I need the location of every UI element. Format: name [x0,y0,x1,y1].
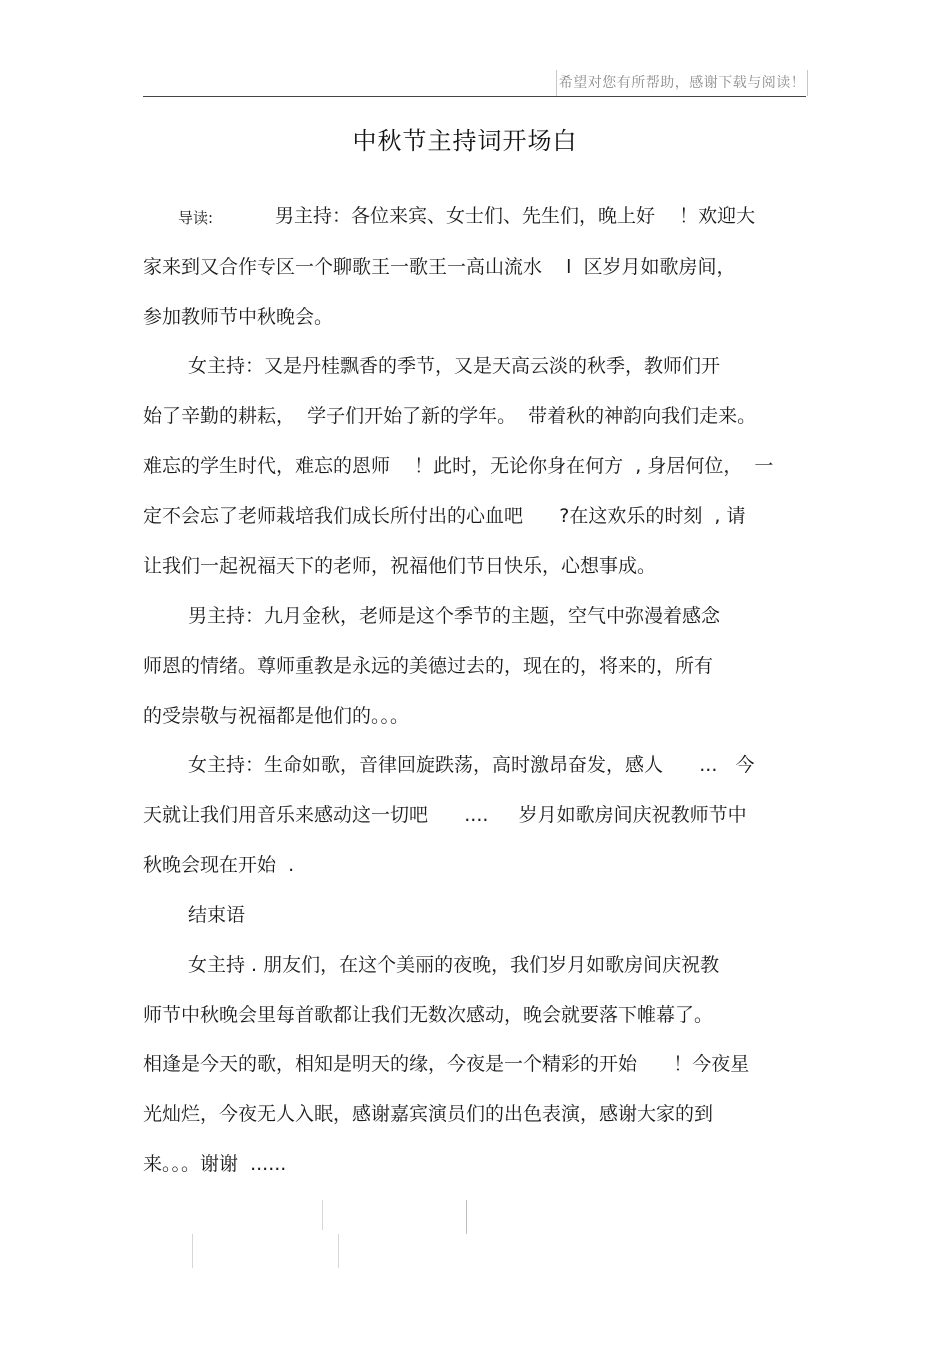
paragraph-line: 定不会忘了老师栽培我们成长所付出的心血吧 ?在这欢乐的时刻 , 请 [143,505,746,527]
paragraph-line: 相逢是今天的歌，相知是明天的缘，今夜是一个精彩的开始 ！今夜星 [143,1053,750,1075]
paragraph-line: 女主持：生命如歌，音律回旋跌荡，高时激昂奋发，感人 ... 今 [188,754,755,776]
paragraph-line: 光灿烂，今夜无人入眠，感谢嘉宾演员们的出色表演，感谢大家的到 [143,1103,714,1125]
paragraph-line: 秋晚会现在开始 . [143,854,295,876]
document-title: 中秋节主持词开场白 [352,127,578,155]
paragraph-line: 来。。。谢谢 ...... [143,1153,287,1175]
paragraph-line: 男主持：九月金秋，老师是这个季节的主题，空气中弥漫着感念 [188,605,721,627]
paragraph-line: 参加教师节中秋晚会。 [143,306,334,328]
paragraph-line: 让我们一起祝福天下的老师，祝福他们节日快乐，心想事成。 [143,555,657,577]
divider-mark [466,1200,467,1234]
paragraph-line: 师恩的情绪。尊师重教是永远的美德过去的，现在的，将来的，所有 [143,655,714,677]
paragraph-line: 男主持：各位来宾、女士们、先生们，晚上好 ！欢迎大 [275,205,756,227]
paragraph-line: 难忘的学生时代，难忘的恩师 ！此时，无论你身在何方 , 身居何位， 一 [143,455,774,477]
header-note: 希望对您有所帮助，感谢下载与阅读！ [556,70,808,96]
paragraph-line: 天就让我们用音乐来感动这一切吧 .... 岁月如歌房间庆祝教师节中 [143,804,747,826]
intro-label: 导读: [178,209,214,227]
paragraph-line: 始了辛勤的耕耘， 学子们开始了新的学年。 带着秋的神韵向我们走来。 [143,405,757,427]
paragraph-line: 女主持 . 朋友们，在这个美丽的夜晚，我们岁月如歌房间庆祝教 [188,954,720,976]
divider-mark [338,1234,339,1268]
divider-mark [192,1234,193,1268]
paragraph-line: 女主持：又是丹桂飘香的季节，又是天高云淡的秋季，教师们开 [188,355,721,377]
paragraph-line: 的受崇敬与祝福都是他们的。。。 [143,705,410,727]
paragraph-line: 师节中秋晚会里每首歌都让我们无数次感动，晚会就要落下帷幕了。 [143,1004,714,1026]
section-heading: 结束语 [188,904,246,926]
divider-mark [322,1200,323,1230]
paragraph-line: 家来到又合作专区一个聊歌王一歌王一高山流水 l 区岁月如歌房间， [143,256,736,278]
header-rule [143,96,806,97]
